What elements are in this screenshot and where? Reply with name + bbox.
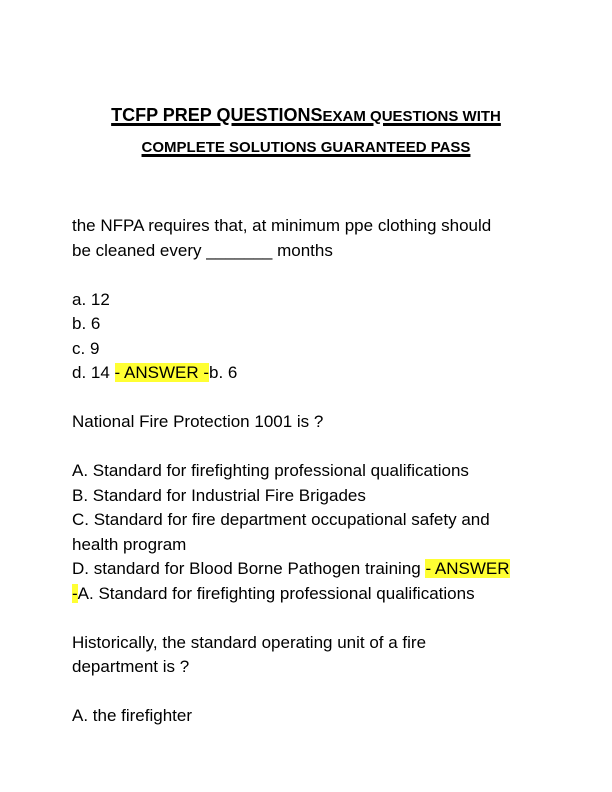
q2-option-b: B. Standard for Industrial Fire Brigades: [72, 485, 366, 505]
document-title: [72, 0, 540, 160]
questions-body: [72, 214, 540, 729]
q2-answer: A. Standard for firefighting professional qualifications: [77, 583, 475, 603]
spacer: [72, 386, 540, 411]
q2-stem: National Fire Protection 1001 is ?: [72, 412, 324, 431]
q1-option-a: a. 12: [72, 289, 110, 309]
q2-option-d-line: [72, 557, 540, 582]
q2-answer-marker-1: - ANSWER: [425, 559, 510, 578]
spacer: [72, 263, 540, 288]
title-sub: EXAM QUESTIONS WITH: [322, 108, 501, 125]
q1-option-c: c. 9: [72, 338, 100, 358]
q1-stem-line-1: the NFPA requires that, at minimum ppe clothing should: [72, 216, 492, 235]
title-line-2: COMPLETE SOLUTIONS GUARANTEED PASS: [141, 139, 471, 156]
q1-option-d: d. 14: [72, 363, 115, 382]
q1-stem-line-2: be cleaned every _______ months: [72, 240, 333, 260]
q2-option-a: A. Standard for firefighting professional qualifications: [72, 461, 469, 480]
q3-stem-line-1: Historically, the standard operating unit of a fire: [72, 632, 427, 652]
q2-option-c-line-2: health program: [72, 534, 187, 554]
title-main: TCFP PREP QUESTIONS: [111, 105, 323, 125]
q2-option-d: D. standard for Blood Borne Pathogen training: [72, 559, 426, 578]
q2-answer-marker-2: -: [72, 583, 78, 603]
q2-option-c-line-1: C. Standard for fire department occupational safety and: [72, 510, 490, 529]
q1-answer: b. 6: [209, 363, 238, 382]
q1-answer-marker: - ANSWER -: [114, 363, 209, 382]
spacer: [72, 435, 540, 460]
spacer: [72, 606, 540, 631]
q1-option-d-line: [72, 361, 540, 386]
spacer: [72, 680, 540, 705]
q3-stem-line-2: department is ?: [72, 657, 190, 676]
q2-answer-line: [72, 582, 540, 607]
q1-option-b: b. 6: [72, 314, 101, 333]
q3-option-a: A. the firefighter: [72, 706, 193, 725]
